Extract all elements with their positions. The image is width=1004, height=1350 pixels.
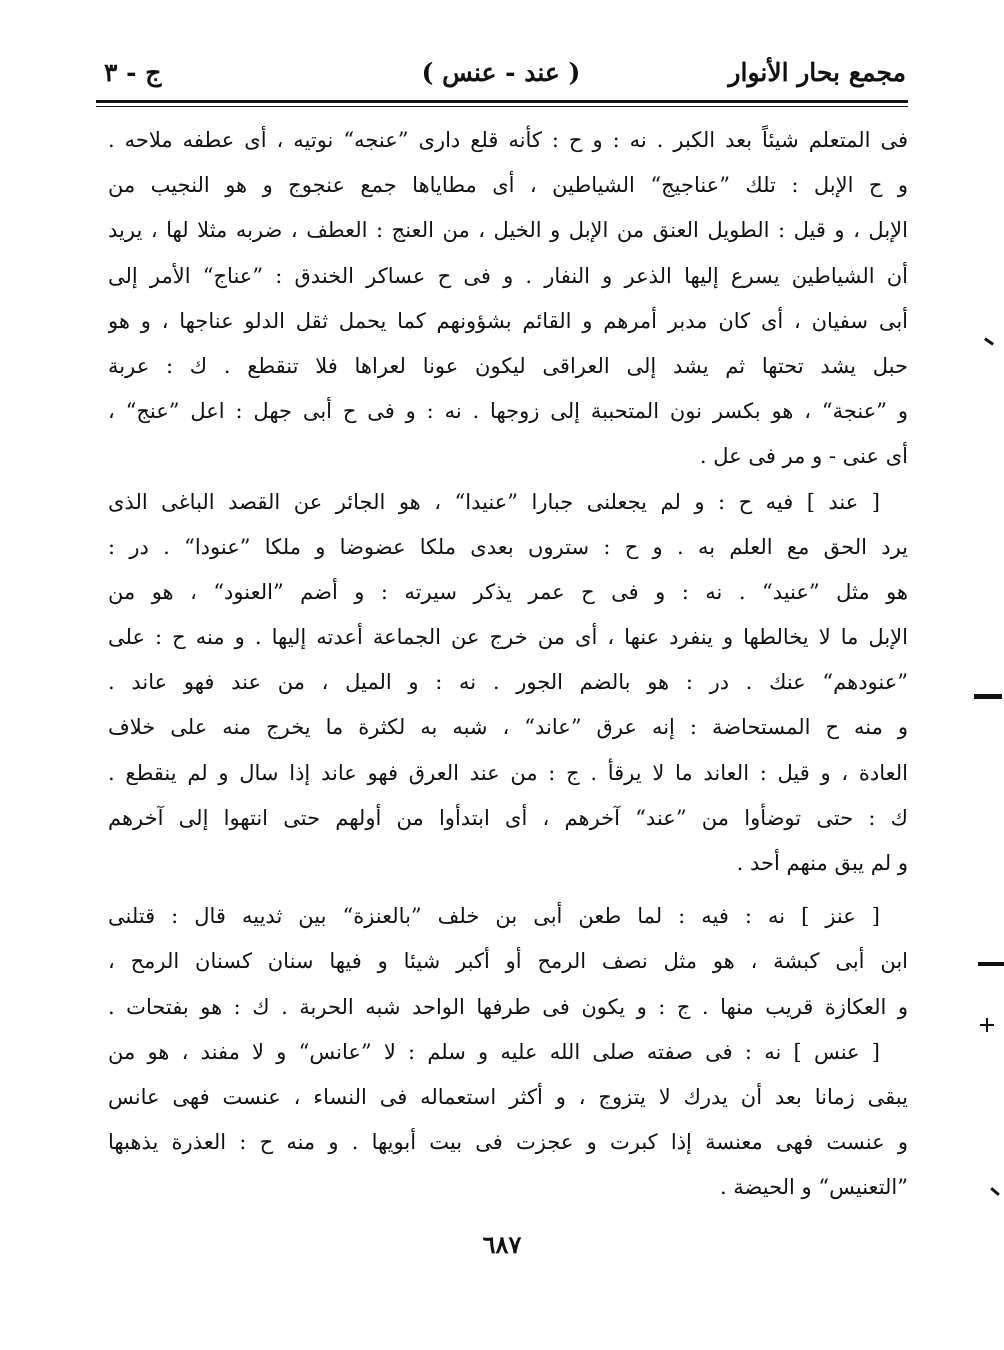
entry-line-3ind: [ عند ] فيه ح : و لم يجعلنى جبارا ”عنيدا“ ، هو الجائر عن القصد الباغى الذى xyxy=(108,489,880,514)
text-line: أن الشياطين يسرع إليها الذعر و النفار . و فى ح عساكر الخندق : ”عناج“ الأمر إلى xyxy=(108,263,908,288)
text-body xyxy=(108,118,908,1211)
margin-mark xyxy=(986,1018,988,1032)
text-line: الإبل ، و قيل : الطويل العنق من الإبل و الخيل ، من العنج : العطف ، ضربه مثلا لها ، يريد xyxy=(108,218,908,243)
margin-mark xyxy=(984,337,994,345)
entry-line-anz: [ عنز ] نه : فيه : لما طعن أبى بن خلف ”بالعنزة“ بين ثدييه قال : قتلنى xyxy=(108,904,880,929)
page-number: ٦٨٧ xyxy=(482,1230,522,1259)
entry-line-ans: [ عنس ] نه : فى صفته صلى الله عليه و سلم : لا ”عانس“ و لا مفند ، هو من xyxy=(108,1039,880,1064)
header-rule-thin xyxy=(96,106,908,107)
text-line: هو مثل ”عنيد“ . نه : و فى ح عمر يذكر سيرته : و أضم ”العنود“ ، هو من xyxy=(108,579,908,604)
text-line: يبقى زمانا بعد أن يدرك لا يتزوج ، و أكثر استعماله فى النساء ، عنست فهى عانس xyxy=(108,1084,908,1109)
running-header xyxy=(96,56,906,96)
book-title: مجمع بحار الأنوار xyxy=(728,58,906,87)
text-line: ”عنودهم“ عنك . در : هو بالضم الجور . نه : و الميل ، من عند فهو عاند . xyxy=(108,670,908,695)
text-line: الإبل ما لا يخالطها و ينفرد عنها ، أى من خرج عن الجماعة أعدته إليها . و منه ح : على xyxy=(108,625,908,650)
text-line: أبى سفيان ، أى كان مدبر أمرهم و القائم بشؤونهم كما يحمل ثقل الدلو عناجها ، و هو xyxy=(108,308,908,333)
text-line: حبل يشد تحتها ثم يشد إلى العراقى ليكون عونا لعراها فلا تنقطع . ك : عربة xyxy=(108,353,908,378)
text-line: أى عنى - و مر فى عل . xyxy=(699,444,908,469)
section-title: ( عند - عنس ) xyxy=(421,58,581,87)
text-line: ”التعنيس“ و الحيضة . xyxy=(719,1175,908,1200)
text-line: و ح الإبل : تلك ”عناجيج“ الشياطين ، أى مطاياها جمع عنجوج و هو النجيب من xyxy=(108,173,908,198)
header-rule xyxy=(96,100,908,103)
text-line: و لم يبق منهم أحد . xyxy=(736,851,908,875)
text-line: يرد الحق مع العلم به . و ح : ستروں بعدى ملكا عضوضا و ملكا ”عنودا“ . در : xyxy=(108,534,908,559)
text-line: و العكازة قريب منها . ج : و يكون فى طرفها الواحد شبه الحربة . ك : هو بفتحات . xyxy=(108,994,908,1019)
text-line: و عنست فهى معنسة إذا كبرت و عجزت فى بيت أبويها . و منه ح : العذرة يذهبها xyxy=(108,1130,908,1155)
margin-mark xyxy=(974,694,1002,699)
text-line: العادة ، و قيل : العاند ما لا يرقأ . ج : من عند العرق فهو عاند إذا سال و لم ينقطع . xyxy=(108,760,908,785)
text-line: فى المتعلم شيئاً بعد الكبر . نه : و ح : كأنه قلع دارى ”عنجه“ نوتيه ، أى عطفه ملاحه . xyxy=(108,128,908,152)
text-line: ابن أبى كبشة ، هو مثل نصف الرمح أو أكبر شيئا و فيها سنان كسنان الرمح ، xyxy=(108,949,908,974)
text-line: و منه ح المستحاضة : إنه عرق ”عاند“ ، شبه به لكثرة ما يخرج منه على خلاف xyxy=(108,715,908,740)
margin-mark xyxy=(990,1187,1000,1196)
volume-number: ج - ٣ xyxy=(104,58,162,87)
text-line: و ”عنجة“ ، هو بكسر نون المتحببة إلى زوجها . نه : و فى ح أبى جهل : اعل ”عنج“ ، xyxy=(108,399,908,424)
text-line: ك : حتى توضأوا من ”عند“ آخرهم ، أى ابتدأوا من أولهم حتى انتهوا إلى آخرهم xyxy=(108,805,908,830)
margin-mark xyxy=(978,962,1004,966)
